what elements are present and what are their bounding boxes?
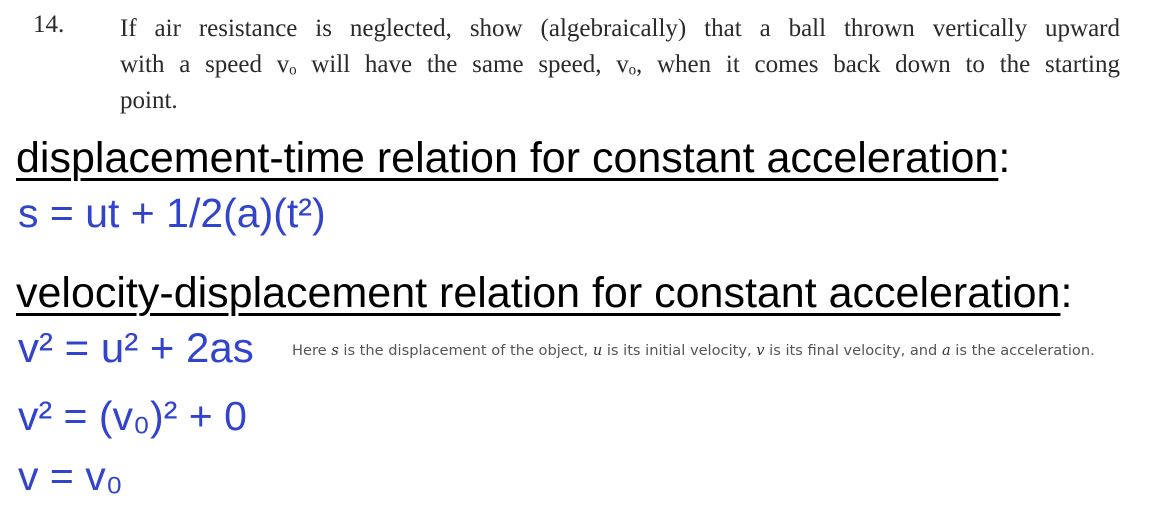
note-text: is the acceleration. — [950, 342, 1095, 359]
note-text: is its final velocity, and — [764, 342, 942, 359]
note-var-a: a — [941, 342, 951, 359]
velocity-displacement-formula: v² = u² + 2as — [18, 324, 254, 371]
note-text: is its initial velocity, — [602, 342, 757, 359]
result-formula: v = v₀ — [18, 453, 123, 499]
note-text: is the displacement of the object, — [338, 342, 593, 359]
velocity-displacement-heading — [16, 269, 1073, 317]
problem-line: point. — [120, 87, 178, 114]
problem-statement — [120, 11, 1120, 119]
problem-line: If air resistance is neglected, show (algebraically) that a ball thrown vertically upward — [120, 15, 1120, 42]
displacement-time-heading — [16, 134, 1011, 182]
heading-colon: : — [1060, 269, 1073, 317]
note-var-s: s — [331, 342, 339, 359]
heading-text: velocity-displacement relation for constant acceleration — [16, 269, 1061, 317]
heading-colon: : — [998, 134, 1011, 182]
note-var-u: u — [592, 342, 603, 359]
heading-text: displacement-time relation for constant acceleration — [16, 134, 999, 182]
problem-line: with a speed vₒ will have the same speed, vₒ, when it comes back down to the starting — [120, 51, 1120, 78]
displacement-time-formula: s = ut + 1/2(a)(t²) — [18, 190, 326, 236]
formula-note — [292, 344, 1095, 359]
problem-number: 14. — [33, 11, 65, 38]
step-formula: v² = (v₀)² + 0 — [18, 393, 247, 439]
note-var-v: v — [756, 342, 765, 359]
note-text: Here — [292, 342, 332, 359]
